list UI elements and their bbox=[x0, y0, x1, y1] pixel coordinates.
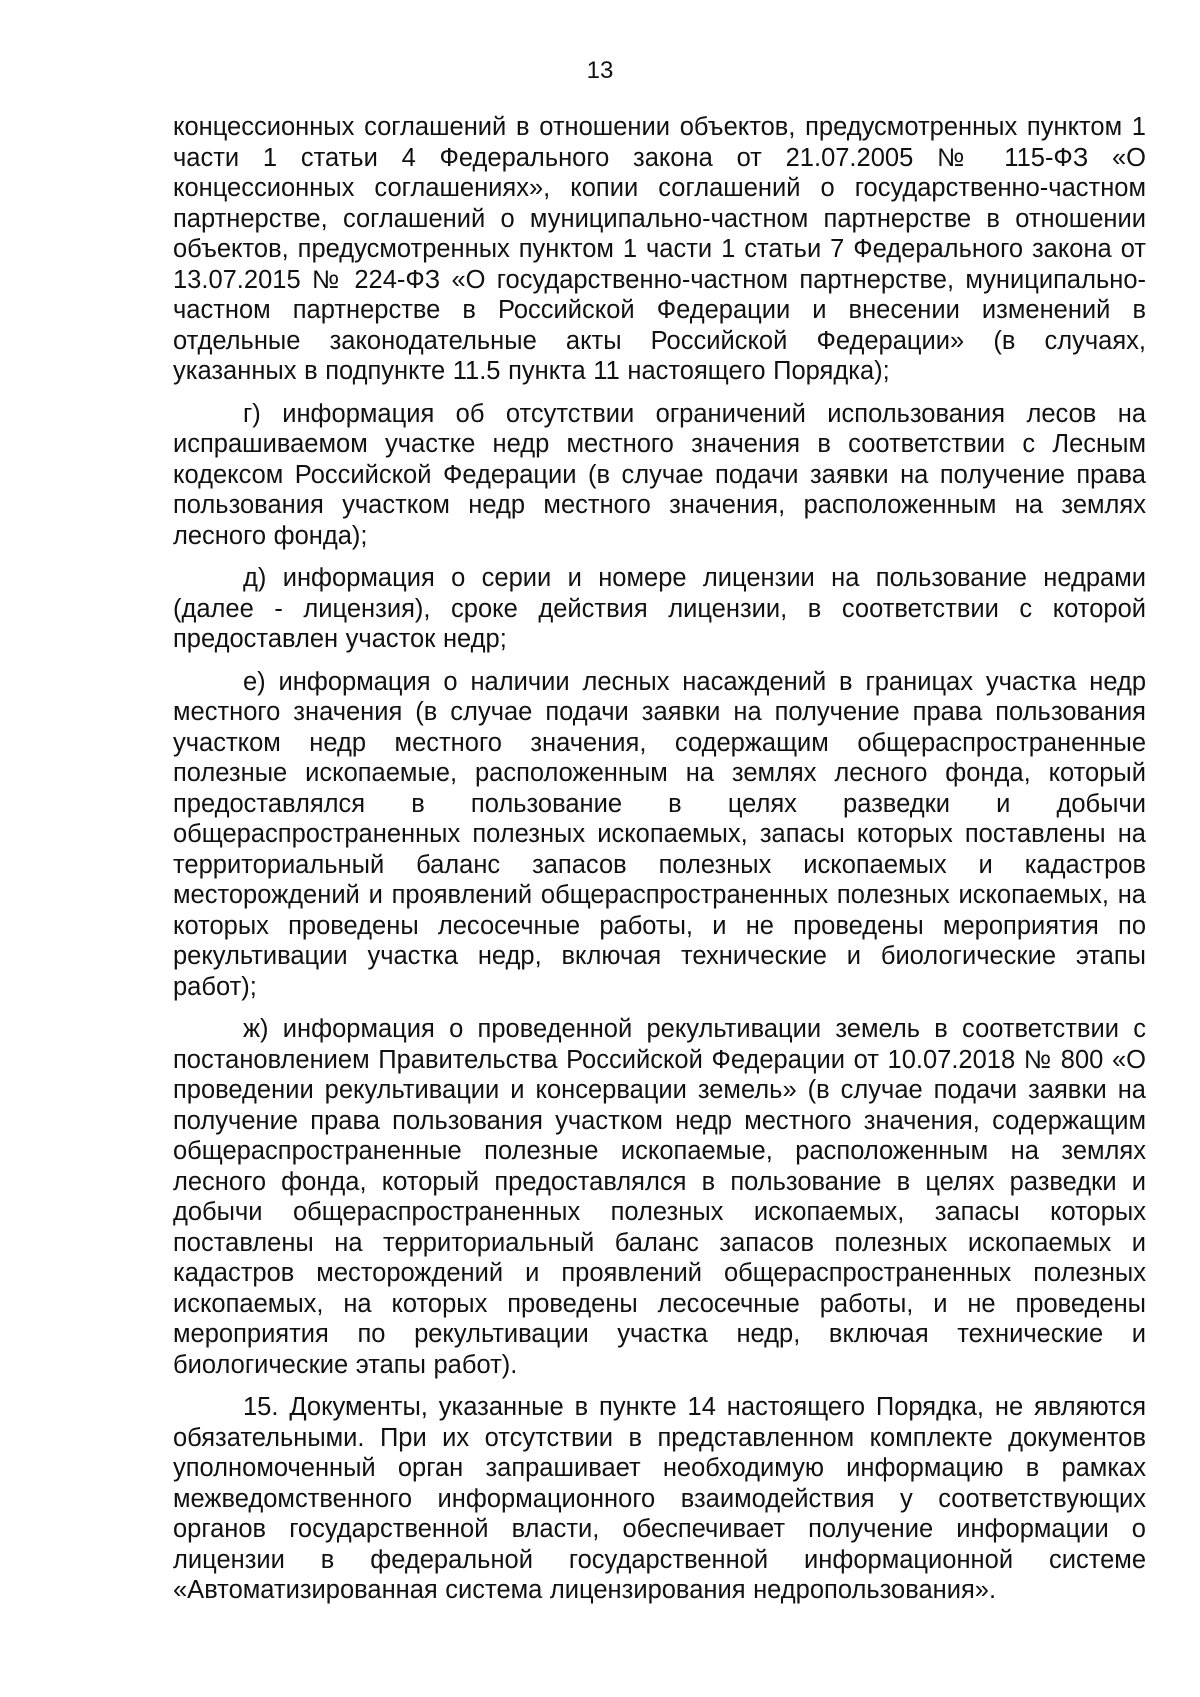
paragraph-item-g: г) информация об отсутствии ограничений использования лесов на испрашиваемом участке недр местного значения в соответствии с Лесным кодексом Российской Федерации (в случае подачи заявки на получение права пользования участком недр местного значения, расположенным на землях лесного фонда); bbox=[173, 399, 1146, 550]
document-body bbox=[173, 112, 1146, 1618]
paragraph-item-15: 15. Документы, указанные в пункте 14 настоящего Порядка, не являются обязательными. При их отсутствии в представленном комплекте документов уполномоченный орган запрашивает необходимую информацию в рамках межведомственного информационного взаимодействия у соответствующих органов государственной власти, обеспечивает получение информации о лицензии в федеральной государственной информационной системе «Автоматизированная система лицензирования недропользования». bbox=[173, 1393, 1146, 1604]
paragraph-item-zh: ж) информация о проведенной рекультивации земель в соответствии с постановлением Правительства Российской Федерации от 10.07.2018 № 800 «О проведении рекультивации и консервации земель» (в случае подачи заявки на получение права пользования участком недр местного значения, содержащим общераспространенные полезные ископаемые, расположенным на землях лесного фонда, который предоставлялся в пользование в целях разведки и добычи общераспространенных полезных ископаемых, запасы которых поставлены на территориальный баланс запасов полезных ископаемых и кадастров месторождений и проявлений общераспространенных полезных ископаемых, на которых проведены лесосечные работы, и не проведены мероприятия по рекультивации участка недр, включая технические и биологические этапы работ). bbox=[173, 1015, 1146, 1379]
paragraph-item-d: д) информация о серии и номере лицензии на пользование недрами (далее - лицензия), сроке действия лицензии, в соответствии с которой предоставлен участок недр; bbox=[173, 564, 1146, 653]
paragraph-item-e: е) информация о наличии лесных насаждений в границах участка недр местного значения (в случае подачи заявки на получение права пользования участком недр местного значения, содержащим общераспространенные полезные ископаемые, расположенным на землях лесного фонда, который предоставлялся в пользование в целях разведки и добычи общераспространенных полезных ископаемых, запасы которых поставлены на территориальный баланс запасов полезных ископаемых и кадастров месторождений и проявлений общераспространенных полезных ископаемых, на которых проведены лесосечные работы, и не проведены мероприятия по рекультивации участка недр, включая технические и биологические этапы работ); bbox=[173, 667, 1146, 1001]
paragraph-continuation: концессионных соглашений в отношении объектов, предусмотренных пунктом 1 части 1 статьи 4 Федерального закона от 21.07.2005 № 115-ФЗ «О концессионных соглашениях», копии соглашений о государственно-частном партнерстве, соглашений о муниципально-частном партнерстве в отношении объектов, предусмотренных пунктом 1 части 1 статьи 7 Федерального закона от 13.07.2015 № 224-ФЗ «О государственно-частном партнерстве, муниципально-частном партнерстве в Российской Федерации и внесении изменений в отдельные законодательные акты Российской Федерации» (в случаях, указанных в подпункте 11.5 пункта 11 настоящего Порядка); bbox=[173, 113, 1146, 385]
page-number: 13 bbox=[586, 57, 614, 84]
